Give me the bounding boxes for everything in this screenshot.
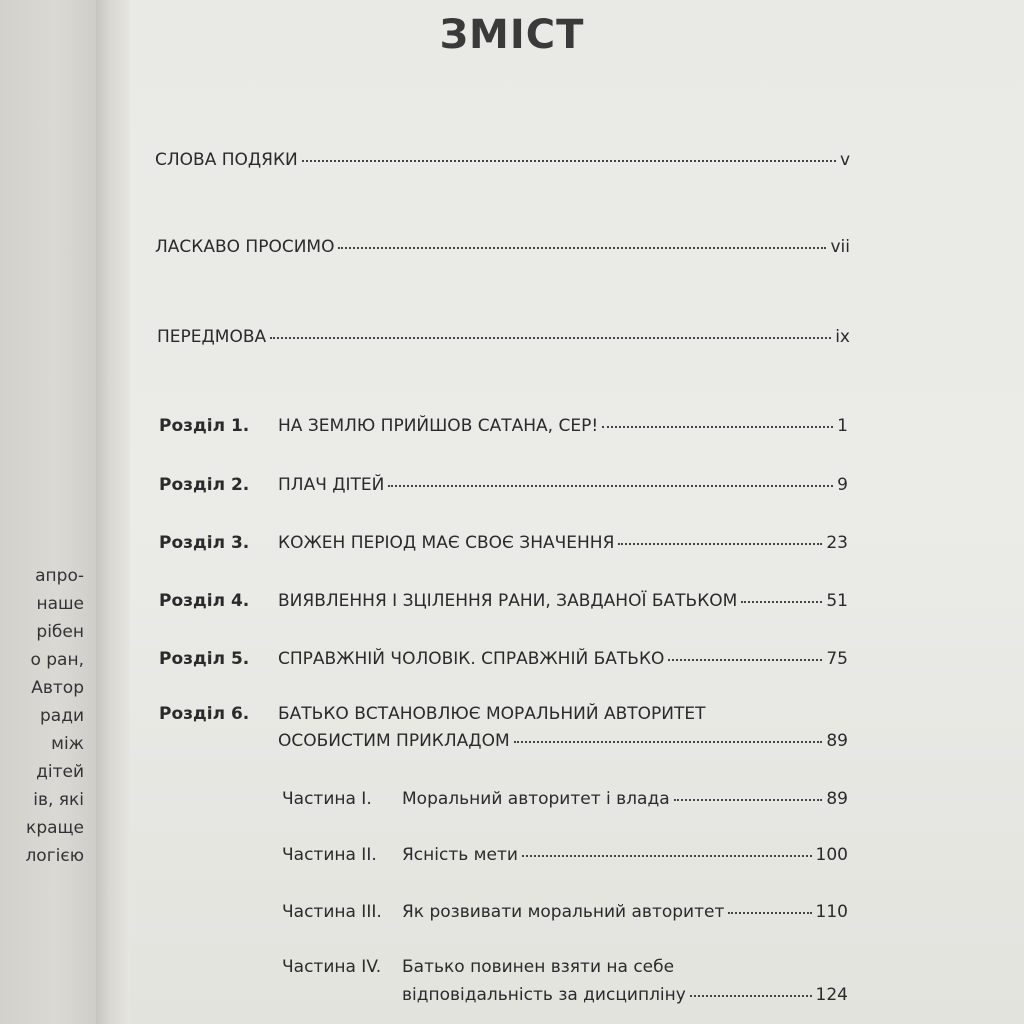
entry-page: ix: [835, 327, 850, 347]
book-gutter: [96, 0, 130, 1024]
leader-dots: [388, 485, 833, 487]
leader-dots: [602, 426, 833, 428]
entry-page: 89: [826, 789, 848, 809]
left-text-line: логією: [25, 846, 84, 866]
leader-dots: [522, 855, 812, 857]
leader-dots: [728, 912, 811, 914]
leader-dots: [270, 337, 831, 339]
chapter-number: Розділ 3.: [159, 533, 250, 553]
entry-page: 51: [826, 591, 848, 611]
chapter-number: Розділ 5.: [159, 649, 250, 669]
chapter-number: Розділ 6.: [159, 704, 250, 724]
toc-entry-part-3: [402, 902, 848, 922]
toc-entry-chapter-6: [278, 731, 848, 751]
entry-title: Як розвивати моральний авторитет: [402, 902, 725, 922]
leader-dots: [668, 659, 822, 661]
leader-dots: [514, 741, 823, 743]
toc-entry-chapter-5: [278, 649, 848, 669]
left-text-line: о ран,: [30, 650, 84, 670]
toc-entry-chapter-4: [278, 591, 848, 611]
part-number: Частина III.: [282, 902, 382, 922]
entry-page: v: [839, 150, 850, 170]
entry-title: СПРАВЖНІЙ ЧОЛОВІК. СПРАВЖНІЙ БАТЬКО: [278, 649, 665, 669]
leader-dots: [674, 799, 823, 801]
part-number: Частина IV.: [282, 957, 382, 977]
left-text-line: наше: [36, 594, 84, 614]
left-page-text: [0, 562, 96, 870]
page-title: ЗМІСТ: [439, 12, 585, 58]
left-page: [0, 0, 96, 1024]
leader-dots: [741, 601, 822, 603]
chapter-number: Розділ 2.: [159, 475, 250, 495]
entry-title: ПЛАЧ ДІТЕЙ: [278, 475, 385, 495]
toc-entry-chapter-6-line1: БАТЬКО ВСТАНОВЛЮЄ МОРАЛЬНИЙ АВТОРИТЕТ: [278, 704, 706, 724]
entry-title: ПЕРЕДМОВА: [157, 327, 267, 347]
toc-entry-chapter-2: [278, 475, 848, 495]
entry-title: НА ЗЕМЛЮ ПРИЙШОВ САТАНА, СЕР!: [278, 416, 599, 436]
left-text-line: дітей: [36, 762, 84, 782]
toc-entry-chapter-1: [278, 416, 848, 436]
leader-dots: [302, 160, 836, 162]
entry-title: ВИЯВЛЕННЯ І ЗЦІЛЕННЯ РАНИ, ЗАВДАНОЇ БАТЬКОМ: [278, 591, 738, 611]
left-text-line: ради: [39, 706, 84, 726]
entry-page: 89: [826, 731, 848, 751]
entry-page: vii: [830, 237, 850, 257]
entry-page: 1: [837, 416, 848, 436]
entry-page: 110: [815, 902, 848, 922]
toc-entry-acknowledgements: [155, 150, 850, 170]
left-text-line: краще: [26, 818, 84, 838]
entry-page: 75: [826, 649, 848, 669]
entry-title: ЛАСКАВО ПРОСИМО: [155, 237, 335, 257]
toc-entry-part-4: [402, 985, 848, 1005]
entry-title: КОЖЕН ПЕРІОД МАЄ СВОЄ ЗНАЧЕННЯ: [278, 533, 615, 553]
left-text-line: рібен: [36, 622, 84, 642]
toc-entry-preface: [157, 327, 850, 347]
entry-title: СЛОВА ПОДЯКИ: [155, 150, 298, 170]
leader-dots: [690, 995, 812, 997]
chapter-number: Розділ 1.: [159, 416, 250, 436]
left-text-line: Автор: [31, 678, 84, 698]
left-text-line: апро-: [35, 566, 84, 586]
left-text-line: між: [51, 734, 84, 754]
entry-title: ОСОБИСТИМ ПРИКЛАДОМ: [278, 731, 510, 751]
toc-entry-part-1: [402, 789, 848, 809]
part-number: Частина II.: [282, 845, 377, 865]
toc-entry-welcome: [155, 237, 850, 257]
left-text-line: ів, які: [33, 790, 84, 810]
leader-dots: [618, 543, 822, 545]
entry-page: 100: [815, 845, 848, 865]
entry-page: 124: [815, 985, 848, 1005]
part-number: Частина I.: [282, 789, 372, 809]
leader-dots: [338, 247, 826, 249]
entry-page: 9: [837, 475, 848, 495]
chapter-number: Розділ 4.: [159, 591, 250, 611]
entry-title: Моральний авторитет і влада: [402, 789, 670, 809]
toc-entry-part-4-line1: Батько повинен взяти на себе: [402, 957, 675, 977]
toc-entry-chapter-3: [278, 533, 848, 553]
toc-entry-part-2: [402, 845, 848, 865]
entry-title: відповідальність за дисципліну: [402, 985, 686, 1005]
entry-page: 23: [826, 533, 848, 553]
entry-title: Ясність мети: [402, 845, 518, 865]
